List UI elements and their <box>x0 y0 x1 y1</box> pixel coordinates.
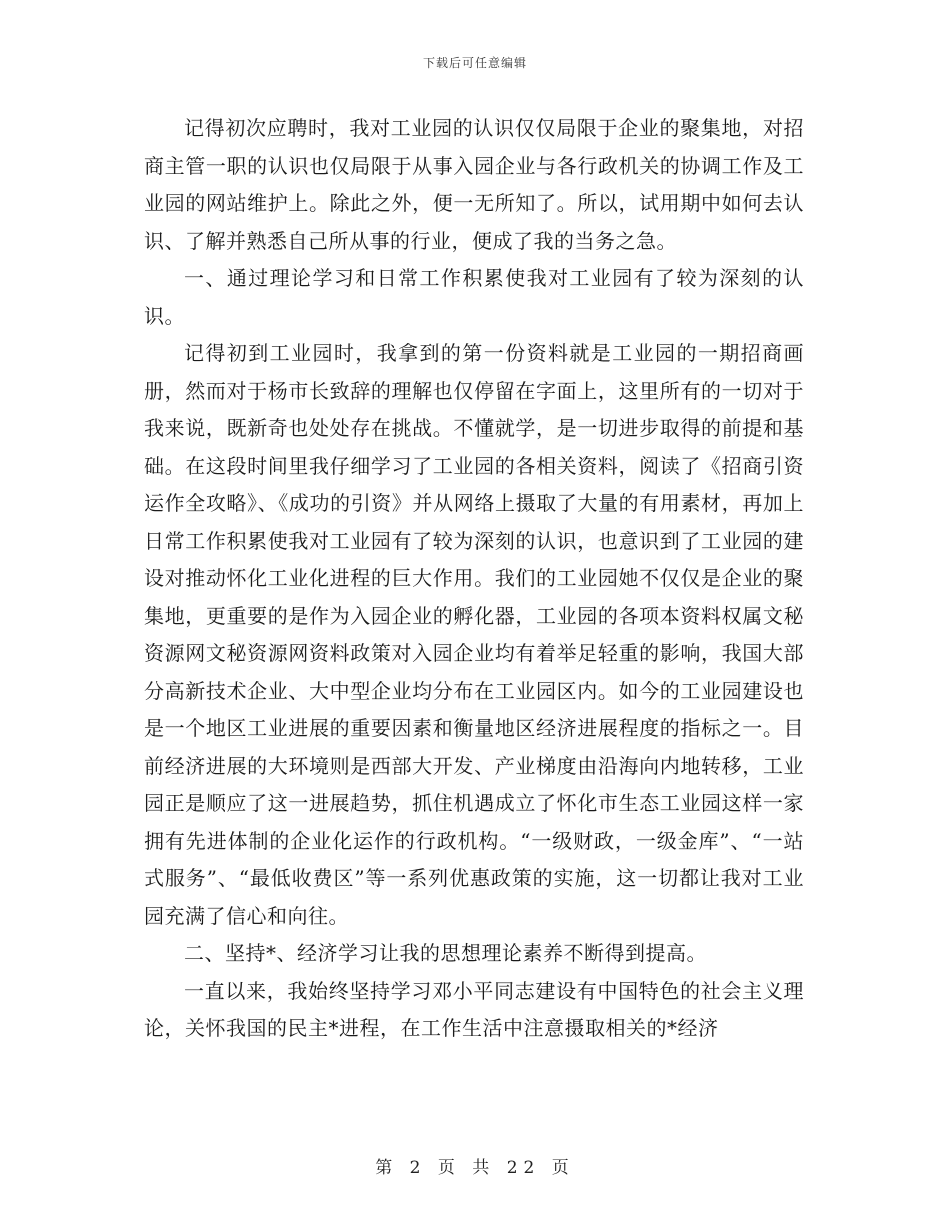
section-heading-2: 二、坚持*、经济学习让我的思想理论素养不断得到提高。 <box>184 941 707 965</box>
header-note: 下载后可任意编辑 <box>422 56 527 70</box>
document-body <box>144 110 804 1048</box>
page-number: 第 2 页 共 22 页 <box>375 1158 575 1178</box>
paragraph-intro: 记得初次应聘时，我对工业园的认识仅仅局限于企业的聚集地，对招商主管一职的认识也仅局限于从事入园企业与各行政机关的协调工作及工业园的网站维护上。除此之外，便一无所知了。所以，试用期中如何去认识、了解并熟悉自己所从事的行业，便成了我的当务之急。 <box>144 116 804 253</box>
paragraph-section-2: 一直以来，我始终坚持学习邓小平同志建设有中国特色的社会主义理论，关怀我国的民主*进程，在工作生活中注意摄取相关的*经济 <box>144 978 804 1040</box>
section-heading-1: 一、通过理论学习和日常工作积累使我对工业园有了较为深刻的认识。 <box>144 266 804 328</box>
paragraph-section-1: 记得初到工业园时，我拿到的第一份资料就是工业园的一期招商画册，然而对于杨市长致辞的理解也仅停留在字面上，这里所有的一切对于我来说，既新奇也处处存在挑战。不懂就学，是一切进步取得的前提和基础。在这段时间里我仔细学习了工业园的各相关资料，阅读了《招商引资运作全攻略》、《成功的引资》并从网络上摄取了大量的有用素材，再加上日常工作积累使我对工业园有了较为深刻的认识，也意识到了工业园的建设对推动怀化工业化进程的巨大作用。我们的工业园她不仅仅是企业的聚集地，更重要的是作为入园企业的孵化器，工业园的各项本资料权属文秘资源网文秘资源网资料政策对入园企业均有着举足轻重的影响，我国大部分高新技术企业、大中型企业均分布在工业园区内。如今的工业园建设也是一个地区工业进展的重要因素和衡量地区经济进展程度的指标之一。目前经济进展的大环境则是西部大开发、产业梯度由沿海向内地转移，工业园正是顺应了这一进展趋势，抓住机遇成立了怀化市生态工业园这样一家拥有先进体制的企业化运作的行政机构。“一级财政，一级金库”、“一站式服务”、“最低收费区”等一系列优惠政策的实施，这一切都让我对工业园充满了信心和向往。 <box>144 341 804 928</box>
